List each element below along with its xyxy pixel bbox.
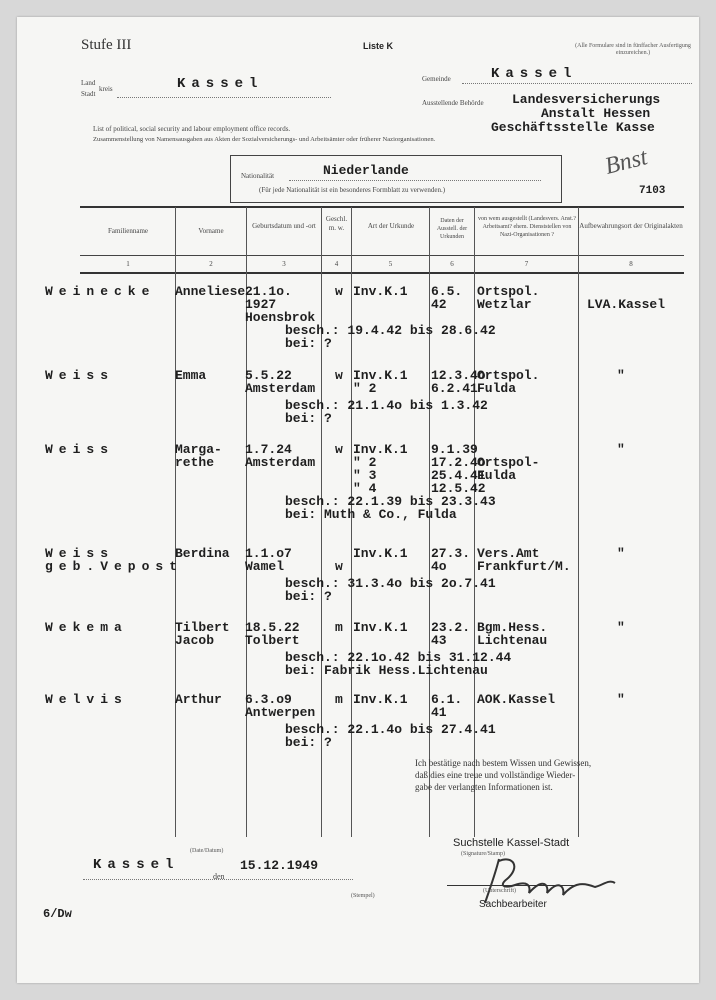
kreis-value: Kassel — [177, 76, 264, 92]
kreis-label: kreis — [99, 85, 113, 93]
entry-4-bei: bei: ? — [285, 589, 332, 604]
col-num-4: 4 — [334, 260, 339, 268]
entry-1-besch: besch.: 19.4.42 bis 28.6.42 — [285, 323, 496, 338]
col-num-6: 6 — [450, 260, 454, 268]
entry-5-line-2-c7: Lichtenau — [477, 633, 548, 648]
entry-3-line-1-c1: Weiss — [45, 442, 115, 457]
entry-2-line-1-c6: 12.3.4o — [431, 368, 486, 383]
col-header-2: Vorname — [198, 227, 224, 235]
entry-3-line-2-c2: rethe — [175, 455, 215, 470]
entry-2-line-2-c7: Fulda — [477, 381, 517, 396]
entry-3-line-1-c4: w — [335, 442, 343, 457]
col-num-8: 8 — [629, 260, 633, 268]
entry-2-line-1-c1: Weiss — [45, 368, 115, 383]
col-num-1: 1 — [126, 260, 130, 268]
stempel-label: (Stempel) — [351, 893, 375, 899]
entry-5-line-1-c7: Bgm.Hess. — [477, 620, 548, 635]
entry-1-line-1-c5: Inv.K.1 — [353, 284, 408, 299]
entry-5-line-1-c5: Inv.K.1 — [353, 620, 408, 635]
nationality-box — [230, 155, 562, 203]
entry-4-line-2-c3: Wamel — [245, 559, 285, 574]
nationality-note: (Für jede Nationalität ist ein besonderes Formblatt zu verwenden.) — [259, 186, 446, 194]
entry-4-line-2-c6: 4o — [431, 559, 447, 574]
entry-3-line-3-c6: 25.4.41 — [431, 468, 486, 483]
entry-6-line-1-c5: Inv.K.1 — [353, 692, 408, 707]
nationality-value: Niederlande — [323, 163, 409, 178]
entry-4-line-1-c3: 1.1.o7 — [245, 546, 292, 561]
entry-6-line-2-c6: 41 — [431, 705, 447, 720]
confirmation-line-2: daß dies eine treue und vollständige Wieder- — [415, 770, 576, 780]
office-name: Suchstelle Kassel-Stadt — [453, 837, 570, 849]
entry-3-line-1-c3: 1.7.24 — [245, 442, 292, 457]
entry-6-line-2-c3: Antwerpen — [245, 705, 316, 720]
col-header-5: Art der Urkunde — [367, 222, 415, 230]
date-value: 15.12.1949 — [240, 858, 319, 873]
form-note: (Alle Formulare sind in fünffacher Ausfertigung einzureichen.) — [575, 43, 691, 56]
entry-3-line-1-c6: 9.1.39 — [431, 442, 478, 457]
entry-5-besch: besch.: 22.1o.42 bis 31.12.44 — [285, 650, 512, 665]
entry-3-line-4-c6: 12.5.42 — [431, 481, 486, 496]
entry-1-line-1-c2: Anneliese — [175, 284, 246, 299]
document-page — [17, 17, 699, 983]
entry-1-line-2-c7: Wetzlar — [477, 297, 532, 312]
entry-5-line-2-c2: Jacob — [175, 633, 215, 648]
col-num-2: 2 — [209, 260, 213, 268]
stamp-code: 7103 — [639, 185, 666, 197]
entry-2-line-1-c4: w — [335, 368, 343, 383]
gemeinde-value: Kassel — [491, 66, 578, 82]
description-line-2: Zusammenstellung von Namensausgaben aus Akten der Sozialversicherungs- und Arbeitsämter oder früherer Naziorganisationen. — [93, 136, 436, 143]
unterschrift-label: (Unterschrift) — [483, 888, 516, 894]
entry-2-line-1-c2: Emma — [175, 368, 207, 383]
entry-2-bei: bei: ? — [285, 411, 332, 426]
entry-6-bei: bei: ? — [285, 735, 332, 750]
entry-3-line-2-c3: Amsterdam — [245, 455, 316, 470]
stadt-label: Stadt — [81, 90, 96, 98]
col-header-1: Familienname — [107, 227, 149, 235]
entry-6-line-1-c3: 6.3.o9 — [245, 692, 292, 707]
col-header-6: Daten der Ausstell. der Urkunden — [436, 218, 468, 240]
confirmation-line-1: Ich bestätige nach bestem Wissen und Gewissen, — [415, 758, 592, 768]
entry-6-line-1-c6: 6.1. — [431, 692, 463, 707]
entry-2-line-2-c5: " 2 — [353, 381, 377, 396]
entry-2-line-1-c3: 5.5.22 — [245, 368, 292, 383]
liste-label: Liste K — [363, 41, 394, 51]
col-num-7: 7 — [524, 260, 529, 268]
entry-3-line-1-c8: " — [617, 442, 625, 457]
handwritten-note: Bnst — [602, 144, 651, 180]
date-label: (Date/Datum) — [190, 848, 224, 854]
entry-3-line-2-c6: 17.2.4o — [431, 455, 486, 470]
entry-6-line-1-c2: Arthur — [175, 692, 222, 707]
entry-1-line-1-c7: Ortspol. — [477, 284, 540, 299]
entry-1-bei: bei: ? — [285, 336, 332, 351]
behoerde-label: Ausstellende Behörde — [422, 99, 484, 107]
sachbearbeiter-label: Sachbearbeiter — [479, 899, 547, 910]
entry-3-bei: bei: Muth & Co., Fulda — [285, 507, 457, 522]
entry-3-besch: besch.: 22.1.39 bis 23.3.43 — [285, 494, 496, 509]
description-line-1: List of political, social security and labour employment office records. — [93, 125, 291, 133]
entry-3-line-3-c5: " 3 — [353, 468, 377, 483]
entry-2-line-1-c5: Inv.K.1 — [353, 368, 408, 383]
entry-5-bei: bei: Fabrik Hess.Lichtenau — [285, 663, 488, 678]
entry-5-line-2-c3: Tolbert — [245, 633, 300, 648]
behoerde-line-2: Anstalt Hessen — [541, 106, 651, 121]
entry-3-line-1-c2: Marga- — [175, 442, 222, 457]
col-num-5: 5 — [388, 260, 393, 268]
entry-6-line-1-c4: m — [335, 692, 343, 707]
place-value: Kassel — [93, 857, 180, 873]
gemeinde-label: Gemeinde — [422, 75, 451, 83]
entry-1-line-3-c3: Hoensbrok — [245, 310, 316, 325]
entry-5-line-1-c8: " — [617, 620, 625, 635]
entry-4-line-1-c2: Berdina — [175, 546, 230, 561]
col-header-4: Geschl. m. w. — [325, 215, 348, 232]
signature-label: (Signature/Stamp) — [461, 851, 505, 857]
entry-4-line-1-c1: Weiss — [45, 546, 115, 561]
reference-code: 6/Dw — [43, 907, 72, 921]
entry-1-line-1-c4: w — [335, 284, 343, 299]
entry-2-line-2-c6: 6.2.41 — [431, 381, 478, 396]
entry-1-line-1-c3: 21.1o. — [245, 284, 292, 299]
entry-1-line-1-c1: Weinecke — [45, 284, 156, 299]
entry-5-line-1-c1: Wekema — [45, 620, 128, 635]
entry-6-line-1-c1: Welvis — [45, 692, 128, 707]
entry-5-line-2-c6: 43 — [431, 633, 447, 648]
entry-6-besch: besch.: 22.1.4o bis 27.4.41 — [285, 722, 496, 737]
entry-2-besch: besch.: 21.1.4o bis 1.3.42 — [285, 398, 488, 413]
entry-4-besch: besch.: 31.3.4o bis 2o.7.41 — [285, 576, 496, 591]
entry-4-line-1-c8: " — [617, 546, 625, 561]
entry-2-line-1-c7: Ortspol. — [477, 368, 540, 383]
entry-4-line-1-c7: Vers.Amt — [477, 546, 540, 561]
entry-4-line-1-c5: Inv.K.1 — [353, 546, 408, 561]
entry-1-line-2-c3: 1927 — [245, 297, 277, 312]
col-header-8: Aufbewahrungsort der Originalakten — [579, 222, 683, 230]
entry-3-line-1-c5: Inv.K.1 — [353, 442, 408, 457]
den-label: den — [213, 872, 225, 881]
entry-3-line-3-c7: Fulda — [477, 468, 517, 483]
entry-6-line-1-c7: AOK.Kassel — [477, 692, 556, 707]
entry-5-line-1-c3: 18.5.22 — [245, 620, 300, 635]
nationality-label: Nationalität — [241, 172, 275, 180]
stufe-label: Stufe III — [81, 37, 132, 53]
entry-4-line-2-c4: w — [335, 559, 343, 574]
entry-1-line-1-c6: 6.5. — [431, 284, 463, 299]
entry-3-line-2-c5: " 2 — [353, 455, 377, 470]
entry-5-line-1-c6: 23.2. — [431, 620, 471, 635]
behoerde-line-1: Landesversicherungs — [512, 92, 661, 107]
entry-3-line-4-c5: " 4 — [353, 481, 377, 496]
entry-4-line-2-c7: Frankfurt/M. — [477, 559, 571, 574]
entry-5-line-1-c2: Tilbert — [175, 620, 230, 635]
entry-1-line-2-c8: LVA.Kassel — [587, 297, 666, 312]
behoerde-line-3: Geschäftsstelle Kasse — [491, 120, 655, 135]
col-num-3: 3 — [282, 260, 286, 268]
entry-1-line-2-c6: 42 — [431, 297, 447, 312]
entry-4-line-1-c6: 27.3. — [431, 546, 471, 561]
entry-6-line-1-c8: " — [617, 692, 625, 707]
confirmation-line-3: gabe der verlangten Informationen ist. — [415, 782, 553, 792]
entry-4-line-2-c1: geb.Vepost — [45, 559, 184, 574]
entry-5-line-1-c4: m — [335, 620, 343, 635]
col-header-7: von wem ausgestellt (Landesvers. Anst.? Arbeitsamt? ehem. Dienststellen von Nazi-Organisationen ? — [478, 216, 576, 238]
entry-3-line-2-c7: Ortspol- — [477, 455, 540, 470]
land-label: Land — [81, 79, 96, 87]
entry-2-line-2-c3: Amsterdam — [245, 381, 316, 396]
entry-2-line-1-c8: " — [617, 368, 625, 383]
col-header-3: Geburtsdatum und -ort — [252, 222, 316, 230]
